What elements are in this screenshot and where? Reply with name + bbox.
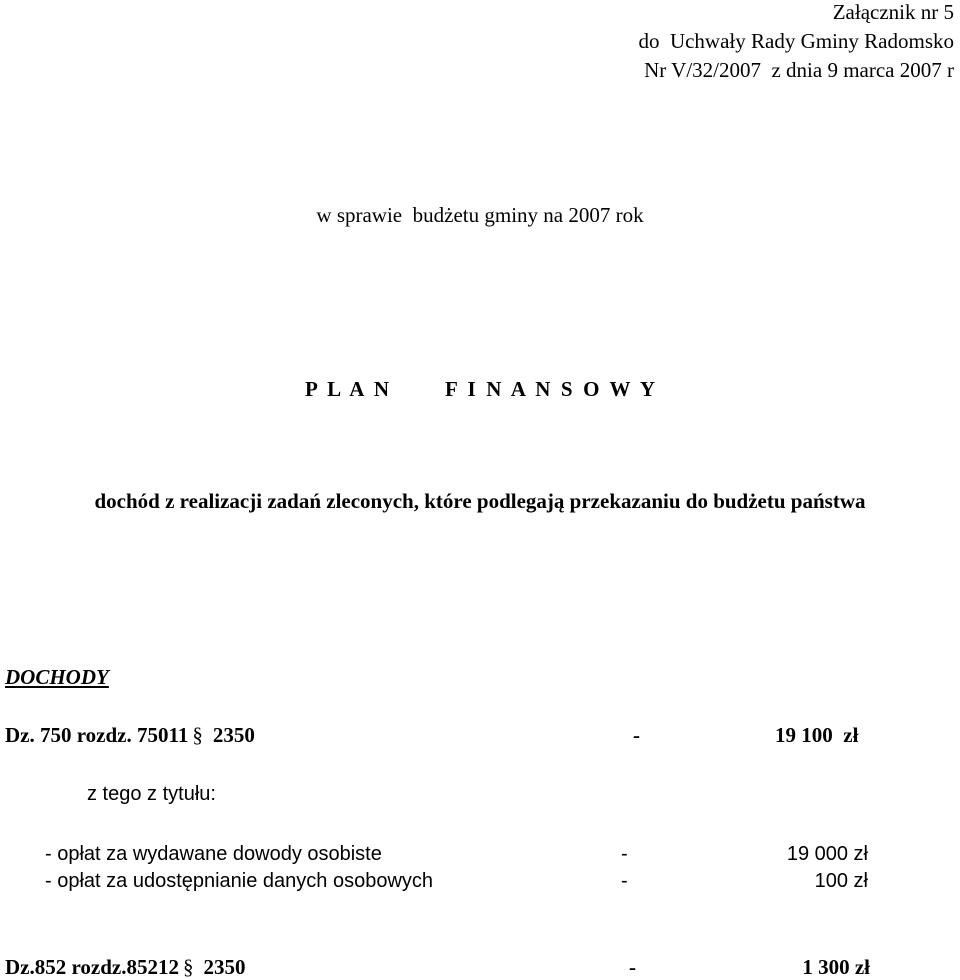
plan-title-word2: F I N A N S O W Y xyxy=(444,377,656,401)
item1-label: - opłat za wydawane dowody osobiste xyxy=(45,843,382,865)
income-description: dochód z realizacji zadań zleconych, które podlegają przekazaniu do budżetu państwa xyxy=(94,489,866,513)
row2-dash: - xyxy=(629,955,636,979)
row1-code: 2350 xyxy=(212,723,255,747)
item1-amount: 19 000 zł xyxy=(786,843,868,865)
row2-label: Dz.852 rozdz.85212 xyxy=(5,955,179,979)
row1-amount: 19 100 zł xyxy=(775,723,859,747)
item1-dash: - xyxy=(621,843,628,865)
item2-label: - opłat za udostępnianie danych osobowych xyxy=(45,870,434,892)
breakdown-intro: z tego z tytułu: xyxy=(87,783,216,805)
row2-code: 2350 xyxy=(203,955,246,979)
item2-dash: - xyxy=(621,870,628,892)
document-subject: w sprawie budżetu gminy na 2007 rok xyxy=(316,203,644,227)
header-resolution-number-date: Nr V/32/2007 z dnia 9 marca 2007 r xyxy=(644,58,954,82)
row2-amount: 1 300 zł xyxy=(802,955,870,979)
item2-amount: 100 zł xyxy=(814,870,868,892)
plan-title-word1: P L A N xyxy=(304,377,389,401)
section-sign-icon: § xyxy=(192,723,203,747)
section-sign-icon-2: § xyxy=(183,955,194,979)
row1-classification xyxy=(5,723,255,747)
row2-classification xyxy=(5,955,246,979)
row1-dash: - xyxy=(633,723,640,747)
plan-title xyxy=(0,377,960,401)
section-title-dochody: DOCHODY xyxy=(5,665,109,689)
row1-label: Dz. 750 rozdz. 75011 xyxy=(5,723,189,747)
header-resolution: do Uchwały Rady Gminy Radomsko xyxy=(638,29,954,53)
header-attachment-number: Załącznik nr 5 xyxy=(832,0,954,24)
